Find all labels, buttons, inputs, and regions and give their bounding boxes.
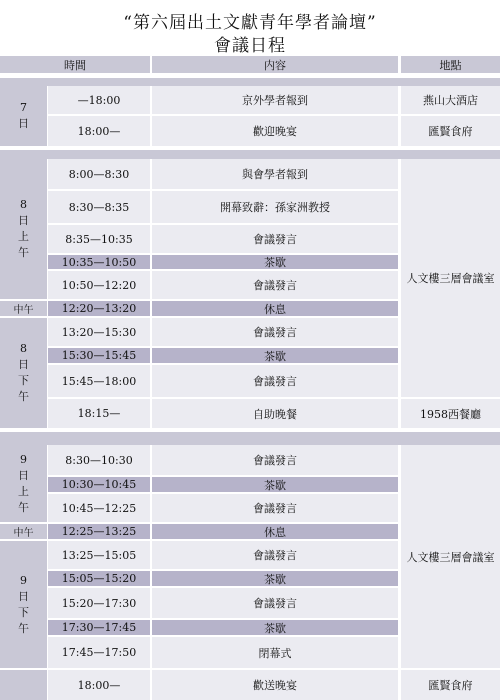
desc-cell: 閉幕式: [152, 637, 398, 668]
day-label-9-pm: 9 日 下 午: [0, 541, 47, 668]
venue-cell-9: 人文樓三層會議室: [401, 445, 500, 668]
time-cell: 12:25—13:25: [48, 524, 150, 539]
time-cell: 13:25—15:05: [48, 541, 150, 569]
time-cell: 17:45—17:50: [48, 637, 150, 668]
time-cell: 13:20—15:30: [48, 318, 150, 346]
desc-cell: 會議發言: [152, 445, 398, 475]
header-time: 時間: [0, 56, 150, 73]
header-content: 内容: [152, 56, 398, 73]
time-cell: 10:45—12:25: [48, 494, 150, 522]
place-cell: 1958西餐廳: [401, 399, 500, 428]
noon-label-8: 中午: [0, 301, 47, 316]
day-label-7: 7 日: [0, 86, 47, 146]
page-subtitle: 會議日程: [214, 36, 286, 56]
page-title: “第六屆出土文獻青年學者論壇”: [123, 13, 377, 33]
desc-cell: 會議發言: [152, 588, 398, 618]
time-cell: 10:30—10:45: [48, 477, 150, 492]
time-cell: —18:00: [48, 86, 150, 114]
day-label-9-evening: [0, 670, 47, 700]
section-divider: [0, 78, 500, 86]
day-label-8-pm: 8 日 下 午: [0, 318, 47, 428]
time-cell: 10:50—12:20: [48, 271, 150, 299]
noon-label-9: 中午: [0, 524, 47, 539]
venue-cell-8: 人文樓三層會議室: [401, 159, 500, 397]
desc-cell: 會議發言: [152, 225, 398, 253]
desc-cell: 會議發言: [152, 494, 398, 522]
desc-cell: 茶歇: [152, 571, 398, 586]
desc-cell: 茶歇: [152, 255, 398, 269]
time-cell: 8:35—10:35: [48, 225, 150, 253]
desc-cell: 茶歇: [152, 620, 398, 635]
place-cell: 燕山大酒店: [401, 86, 500, 114]
time-cell: 15:20—17:30: [48, 588, 150, 618]
time-cell: 18:00—: [48, 670, 150, 700]
time-cell: 8:00—8:30: [48, 159, 150, 189]
place-cell: 匯賢食府: [401, 116, 500, 146]
desc-cell: 自助晚餐: [152, 399, 398, 428]
desc-cell: 京外學者報到: [152, 86, 398, 114]
section-divider: [0, 150, 500, 159]
time-cell: 10:35—10:50: [48, 255, 150, 269]
day-label-8-am: 8 日 上 午: [0, 159, 47, 299]
time-cell: 15:30—15:45: [48, 348, 150, 363]
place-cell: 匯賢食府: [401, 670, 500, 700]
time-cell: 8:30—8:35: [48, 191, 150, 223]
desc-cell: 會議發言: [152, 365, 398, 397]
desc-cell: 會議發言: [152, 271, 398, 299]
section-divider: [0, 432, 500, 445]
time-cell: 18:00—: [48, 116, 150, 146]
time-cell: 8:30—10:30: [48, 445, 150, 475]
desc-cell: 與會學者報到: [152, 159, 398, 189]
time-cell: 15:05—15:20: [48, 571, 150, 586]
desc-cell: 茶歇: [152, 348, 398, 363]
desc-cell: 休息: [152, 301, 398, 316]
time-cell: 17:30—17:45: [48, 620, 150, 635]
day-label-9-am: 9 日 上 午: [0, 445, 47, 522]
header-place: 地點: [401, 56, 500, 73]
time-cell: 12:20—13:20: [48, 301, 150, 316]
desc-cell: 會議發言: [152, 541, 398, 569]
desc-cell: 歡送晚宴: [152, 670, 398, 700]
desc-cell: 開幕致辭：孫家洲教授: [152, 191, 398, 223]
desc-cell: 休息: [152, 524, 398, 539]
desc-cell: 茶歇: [152, 477, 398, 492]
time-cell: 18:15—: [48, 399, 150, 428]
desc-cell: 歡迎晚宴: [152, 116, 398, 146]
time-cell: 15:45—18:00: [48, 365, 150, 397]
desc-cell: 會議發言: [152, 318, 398, 346]
